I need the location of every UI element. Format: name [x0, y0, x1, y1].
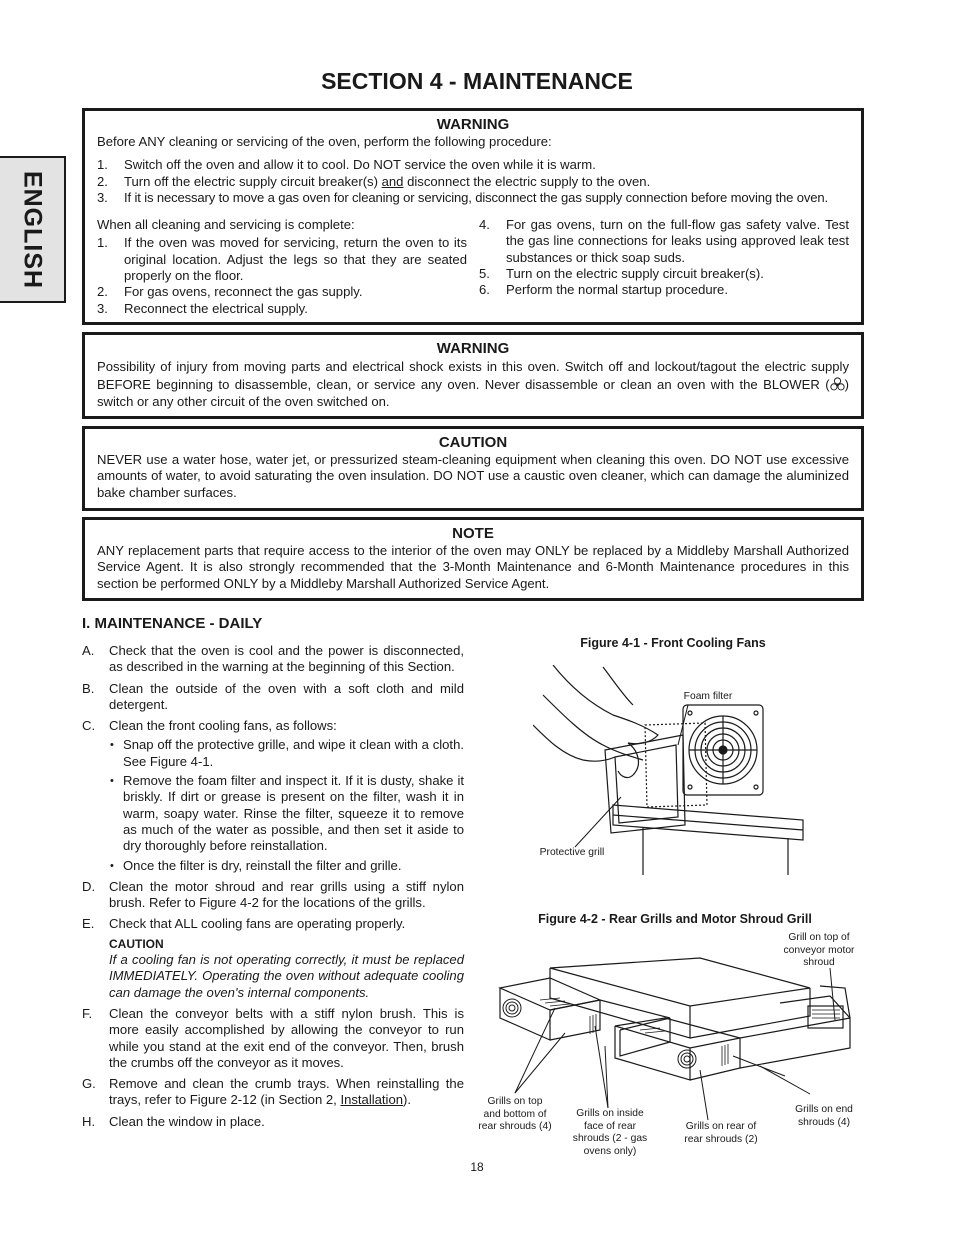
note-text: ANY replacement parts that require access to the interior of the oven may ONLY be replaced by a Middleby Marshall Authorized Service Agent. It is also strongly recommended that the 3-Month Maintenance and 6-Month Maintenance procedures in this section be performed ONLY by a Middleby Marshall Authorized Service Agent. — [97, 543, 849, 591]
page-title: SECTION 4 - MAINTENANCE — [321, 68, 633, 94]
completion-step: 3. Reconnect the electrical supply. — [97, 300, 308, 316]
foam-filter-label: Foam filter — [683, 691, 733, 702]
blower-icon — [830, 377, 845, 392]
note-box — [82, 517, 864, 601]
caution-text: NEVER use a water hose, water jet, or pressurized steam-cleaning equipment when cleaning this oven. DO NOT use excessive amounts of water, to avoid saturating the oven insulation. DO NOT use a caustic oven cleaner, which can damage the aluminized bake chamber surfaces. — [97, 452, 849, 500]
completion-step: 6. Perform the normal startup procedure. — [479, 282, 728, 298]
warning-heading: WARNING — [436, 116, 510, 133]
end-shroud-grills-label: Grills on end shrouds (4) — [795, 1104, 853, 1128]
list-item: C. Clean the front cooling fans, as follows: • Snap off the protective grille, and wipe it clean with a cloth. See Figure 4-1. • Remove the foam filter and inspect it. If it is dusty, shake it briskly. If dirt or grease is present on the filter, wash it in warm, soapy water. Rinse the filter, squeeze it to remove as much of the water as possible, and then set it aside to dry thoroughly before reinstallation. • Once the filter is dry, reinstall the filter and grille. — [82, 718, 464, 874]
top-bottom-grills-label: Grills on top and bottom of rear shrouds (4) — [478, 1096, 552, 1133]
list-item: A. Check that the oven is cool and the power is disconnected, as described in the warning at the beginning of this Section. — [82, 643, 464, 675]
page-number: 18 — [470, 1160, 484, 1174]
warning-intro: Before ANY cleaning or servicing of the oven, perform the following procedure: — [97, 134, 552, 149]
inside-face-grills-label: Grills on inside face of rear shrouds (2 - gas ovens only) — [572, 1108, 648, 1157]
warning-box-procedure — [82, 108, 864, 325]
language-tab — [0, 156, 66, 303]
shutdown-step: 2. Turn off the electric supply circuit breaker(s) and disconnect the electric supply to the oven. — [97, 173, 651, 189]
list-item: G. Remove and clean the crumb trays. When reinstalling the trays, refer to Figure 2-12 (in Section 2, Installation). — [82, 1076, 464, 1108]
caution-heading: CAUTION — [438, 434, 508, 451]
bullet-item: • Once the filter is dry, reinstall the filter and grille. — [109, 858, 464, 874]
list-item: F. Clean the conveyor belts with a stiff nylon brush. This is more easily accomplished by allowing the conveyor to run while you stand at the exit end of the conveyor. Then, brush the crumbs off the conveyor as it moves. — [82, 1005, 464, 1070]
list-item: E. Check that ALL cooling fans are operating properly. CAUTION If a cooling fan is not operating correctly, it must be replaced IMMEDIATELY. Operating the oven without adequate cooling can damage the oven's internal components. — [82, 916, 464, 1000]
section-heading: I. MAINTENANCE - DAILY — [82, 615, 263, 632]
list-item: B. Clean the outside of the oven with a soft cloth and mild detergent. — [82, 680, 464, 712]
cooling-fan-steps — [109, 737, 464, 873]
completion-step: 4. For gas ovens, turn on the full-flow gas safety valve. Test the gas line connections for leaks using approved leak test substances or thick soap suds. — [479, 217, 849, 265]
warning-heading: WARNING — [436, 340, 510, 357]
bullet-item: • Remove the foam filter and inspect it. If it is dusty, shake it briskly. If dirt or grease is present on the filter, wash it in warm, soapy water. Rinse the filter, squeeze it to remove as much of the water as possible, and then set it aside to dry thoroughly before reinstallation. — [109, 773, 464, 854]
completion-intro: When all cleaning and servicing is complete: — [97, 217, 355, 233]
completion-steps — [97, 217, 849, 317]
fan-caution-heading: CAUTION — [109, 936, 164, 951]
shutdown-step: 3. If it is necessary to move a gas oven for cleaning or servicing, disconnect the gas supply connection before moving the oven. — [97, 189, 828, 205]
completion-right-column — [479, 217, 849, 317]
figure-1-caption: Figure 4-1 - Front Cooling Fans — [580, 636, 766, 650]
bullet-item: • Snap off the protective grille, and wipe it clean with a cloth. See Figure 4-1. — [109, 737, 464, 770]
warning-shock-text: Possibility of injury from moving parts and electrical shock exists in this oven. Switch off and lockout/tagout the electric supply BEFORE beginning to disassemble, clean, or service any oven. Never disassemble or clean an oven with the BLOWER ( ) switch or any other circuit of the oven switched on. — [97, 359, 849, 409]
fan-caution-text: If a cooling fan is not operating correctly, it must be replaced IMMEDIATELY. Operating the oven without adequate cooling can damage the oven's internal components. — [109, 952, 464, 1000]
daily-maintenance-section — [82, 615, 464, 1135]
completion-left-column — [97, 217, 467, 317]
motor-shroud-grill-label: Grill on top of conveyor motor shroud — [783, 932, 855, 969]
shutdown-step: 1. Switch off the oven and allow it to cool. Do NOT service the oven while it is warm. — [97, 157, 596, 173]
list-item: D. Clean the motor shroud and rear grills using a stiff nylon brush. Refer to Figure 4-2 for the locations of the grills. — [82, 878, 464, 911]
completion-step: 1. If the oven was moved for servicing, return the oven to its original location. Adjust the legs so that they are seated properly on the floor. — [97, 235, 467, 284]
language-tab-label: ENGLISH — [18, 170, 47, 289]
figure-2-caption: Figure 4-2 - Rear Grills and Motor Shroud Grill — [538, 912, 812, 926]
shutdown-steps — [97, 157, 849, 206]
rear-grills-label: Grills on rear of rear shrouds (2) — [684, 1121, 758, 1145]
note-heading: NOTE — [452, 525, 494, 542]
warning-box-shock — [82, 332, 864, 419]
caution-box — [82, 426, 864, 511]
list-item: H. Clean the window in place. — [82, 1113, 265, 1129]
completion-step: 5. Turn on the electric supply circuit breaker(s). — [479, 266, 764, 282]
protective-grill-label: Protective grill — [539, 847, 605, 858]
completion-step: 2. For gas ovens, reconnect the gas supply. — [97, 284, 363, 300]
